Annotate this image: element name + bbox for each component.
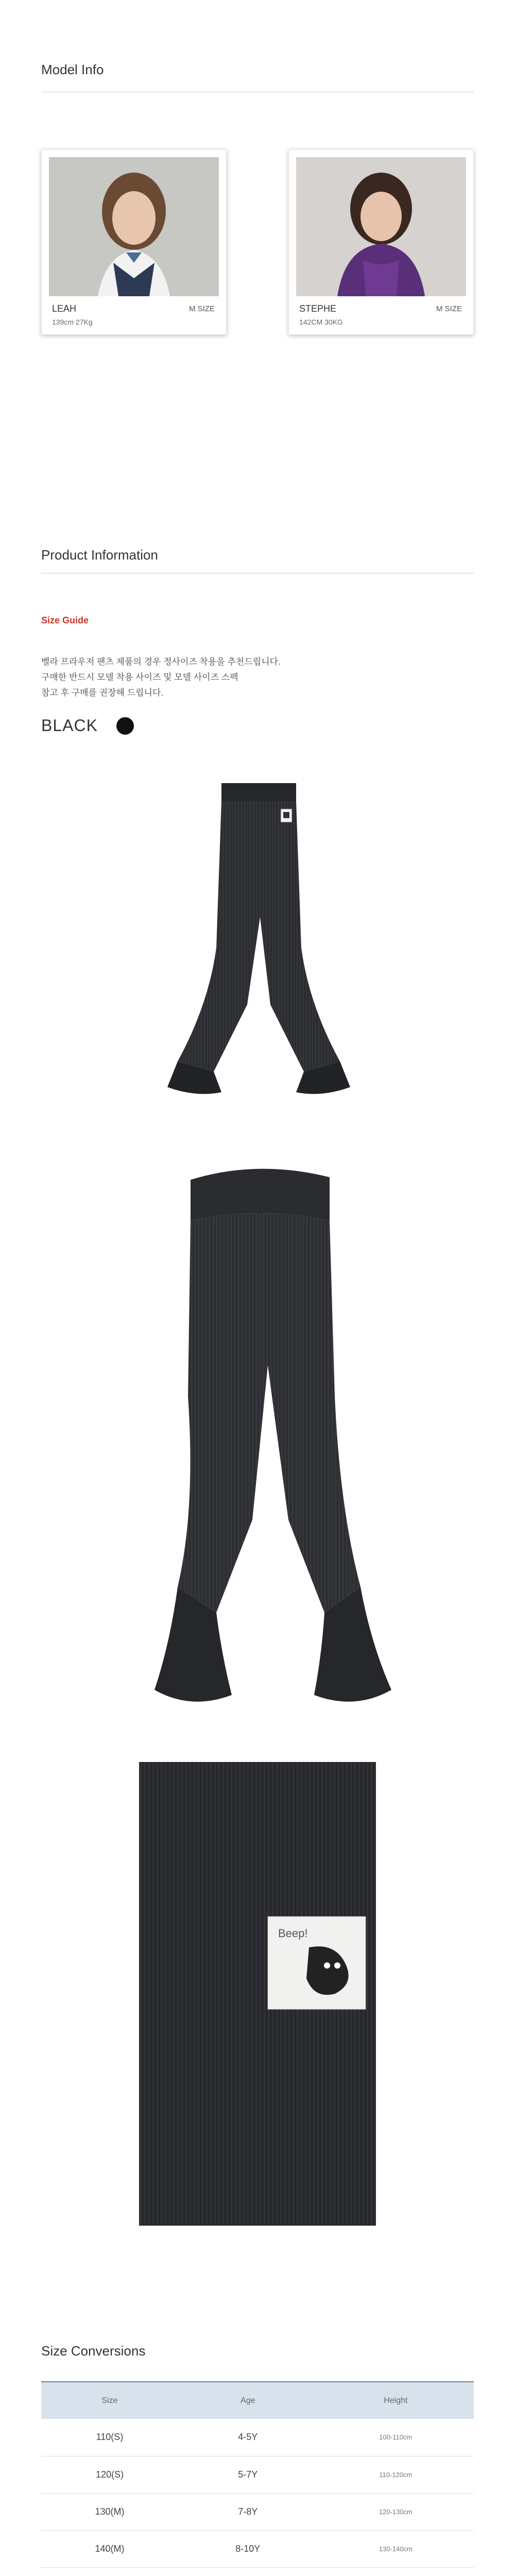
model-size: M SIZE bbox=[436, 304, 462, 313]
table-cell bbox=[41, 2567, 178, 2576]
product-description bbox=[41, 654, 281, 701]
description-line: 구매한 반드시 모델 착용 사이즈 및 모델 사이즈 스펙 bbox=[41, 672, 238, 682]
table-cell: 100-110cm bbox=[318, 2419, 474, 2456]
model-name: STEPHE bbox=[299, 303, 337, 314]
size-conversion-table bbox=[41, 2381, 474, 2576]
table-cell: 120(S) bbox=[41, 2456, 178, 2493]
table-header: Age bbox=[178, 2382, 318, 2419]
table-header-row bbox=[41, 2382, 474, 2419]
table-row bbox=[41, 2493, 474, 2530]
table-header: Height bbox=[318, 2382, 474, 2419]
section-title-model-info: Model Info bbox=[41, 62, 104, 77]
model-size: M SIZE bbox=[188, 304, 215, 313]
table-cell bbox=[318, 2567, 474, 2576]
table-cell: 110-120cm bbox=[318, 2456, 474, 2493]
table-row bbox=[41, 2419, 474, 2456]
table-row bbox=[41, 2530, 474, 2567]
table-cell: 8-10Y bbox=[178, 2530, 318, 2567]
table-row bbox=[41, 2456, 474, 2493]
product-image-flat bbox=[0, 762, 515, 1123]
section-title-product-info: Product Information bbox=[41, 547, 158, 563]
product-image-worn bbox=[0, 1149, 515, 1741]
model-photo-stephe bbox=[296, 157, 466, 296]
table-cell: 120-130cm bbox=[318, 2493, 474, 2530]
description-line: 벨라 프라우저 팬츠 제품의 경우 정사이즈 착용을 추천드립니다. bbox=[41, 657, 281, 667]
table-cell bbox=[178, 2567, 318, 2576]
color-swatch-black bbox=[116, 717, 134, 735]
color-name: BLACK bbox=[41, 716, 98, 735]
model-info-section bbox=[0, 0, 515, 381]
product-image-detail bbox=[0, 1762, 515, 2226]
model-card-leah bbox=[41, 149, 227, 335]
table-cell: 110(S) bbox=[41, 2419, 178, 2456]
size-guide-link[interactable]: Size Guide bbox=[41, 615, 89, 625]
table-row bbox=[41, 2567, 474, 2576]
model-stats: 139cm 27Kg bbox=[52, 318, 93, 326]
model-photo-leah bbox=[49, 157, 219, 296]
table-cell: 130-140cm bbox=[318, 2530, 474, 2567]
model-name: LEAH bbox=[52, 303, 77, 314]
section-title-size-conversions: Size Conversions bbox=[41, 2343, 146, 2359]
table-cell: 7-8Y bbox=[178, 2493, 318, 2530]
table-cell: 140(M) bbox=[41, 2530, 178, 2567]
table-cell: 4-5Y bbox=[178, 2419, 318, 2456]
svg-text:Beep!: Beep! bbox=[278, 1927, 308, 1940]
table-cell: 130(M) bbox=[41, 2493, 178, 2530]
table-header: Size bbox=[41, 2382, 178, 2419]
table-cell: 5-7Y bbox=[178, 2456, 318, 2493]
model-card-stephe bbox=[288, 149, 474, 335]
description-line: 참고 후 구매를 권장해 드립니다. bbox=[41, 688, 164, 698]
model-stats: 142CM 30KG bbox=[299, 318, 343, 326]
